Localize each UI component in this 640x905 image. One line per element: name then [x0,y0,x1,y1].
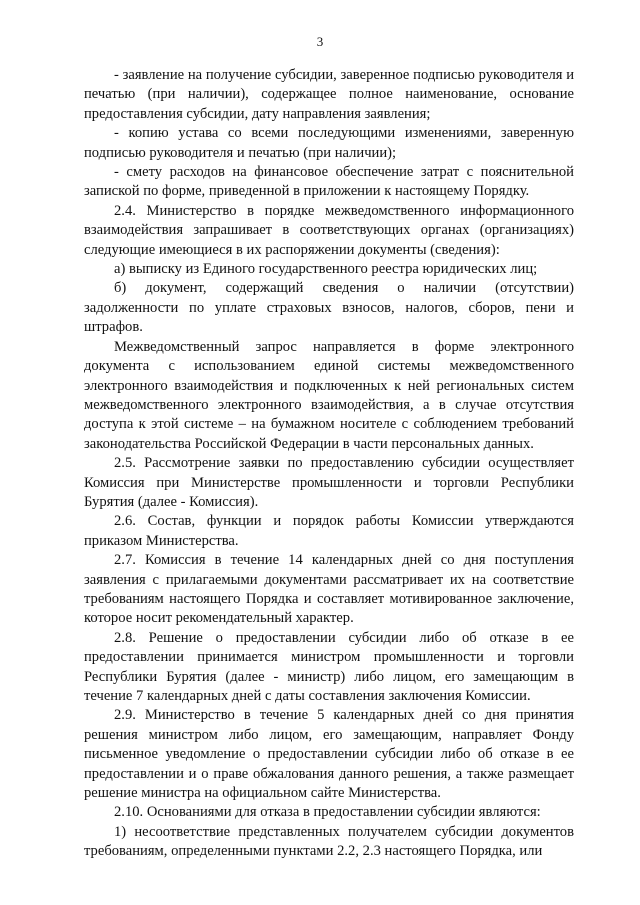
paragraph-2-5: 2.5. Рассмотрение заявки по предоставлению субсидии осуществляет Комиссия при Министерстве промышленности и торговли Республики Бурятия (далее - Комиссия). [84,455,574,510]
paragraph-debt-document: б) документ, содержащий сведения о наличии (отсутствии) задолженности по уплате страховых взносов, налогов, сборов, пени и штрафов. [84,280,574,336]
paragraph-2-7: 2.7. Комиссия в течение 14 календарных дней со дня поступления заявления с прилагаемыми документами рассматривает их на соответствие требованиям настоящего Порядка и составляет мотивированное заключение, которое носит рекомендательный характер. [84,552,574,627]
paragraph-charter-copy: - копию устава со всеми последующими изменениями, заверенную подписью руководителя и печатью (при наличии); [84,125,574,161]
paragraph-2-10: 2.10. Основаниями для отказа в предоставлении субсидии являются: [114,804,541,821]
document-body [84,66,574,862]
paragraph-expense-estimate: - смету расходов на финансовое обеспечение затрат с пояснительной запиской по форме, приведенной в приложении к настоящему Порядку. [84,164,574,200]
paragraph-interagency-request: Межведомственный запрос направляется в форме электронного документа с использованием единой системы межведомственного электронного взаимодействия и подключенных к ней региональных систем межведомственного электронного взаимодействия, а в случае отсутствия доступа к этой системе – на бумажном носителе с соблюдением требований законодательства Российской Федерации в части персональных данных. [84,338,574,452]
paragraph-2-9: 2.9. Министерство в течение 5 календарных дней со дня принятия решения министром либо лицом, его замещающим, направляет Фонду письменное уведомление о предоставлении субсидии либо об отказе в ее предоставлении и о праве обжалования данного решения, а также размещает решение министра на официальном сайте Министерства. [84,707,574,802]
paragraph-refusal-ground-1: 1) несоответствие представленных получателем субсидии документов требованиям, определенными пунктами 2.2, 2.3 настоящего Порядка, или [84,823,574,860]
page-number: 3 [316,34,324,49]
paragraph-2-4: 2.4. Министерство в порядке межведомственного информационного взаимодействия запрашивает в соответствующих органах (организациях) следующие имеющиеся в их распоряжении документы (сведения): [84,202,574,258]
paragraph-2-8: 2.8. Решение о предоставлении субсидии либо об отказе в ее предоставлении принимается министром промышленности и торговли Республики Бурятия (далее - министр) либо лицом, его замещающим в течение 7 календарных дней с даты составления заключения Комиссии. [84,629,574,704]
paragraph-application: - заявление на получение субсидии, заверенное подписью руководителя и печатью (при наличии), содержащее полное наименование, основание предоставления субсидии, дату направления заявления; [84,67,574,122]
paragraph-2-6: 2.6. Состав, функции и порядок работы Комиссии утверждаются приказом Министерства. [84,513,574,549]
paragraph-registry-extract: а) выписку из Единого государственного реестра юридических лиц; [114,261,538,278]
